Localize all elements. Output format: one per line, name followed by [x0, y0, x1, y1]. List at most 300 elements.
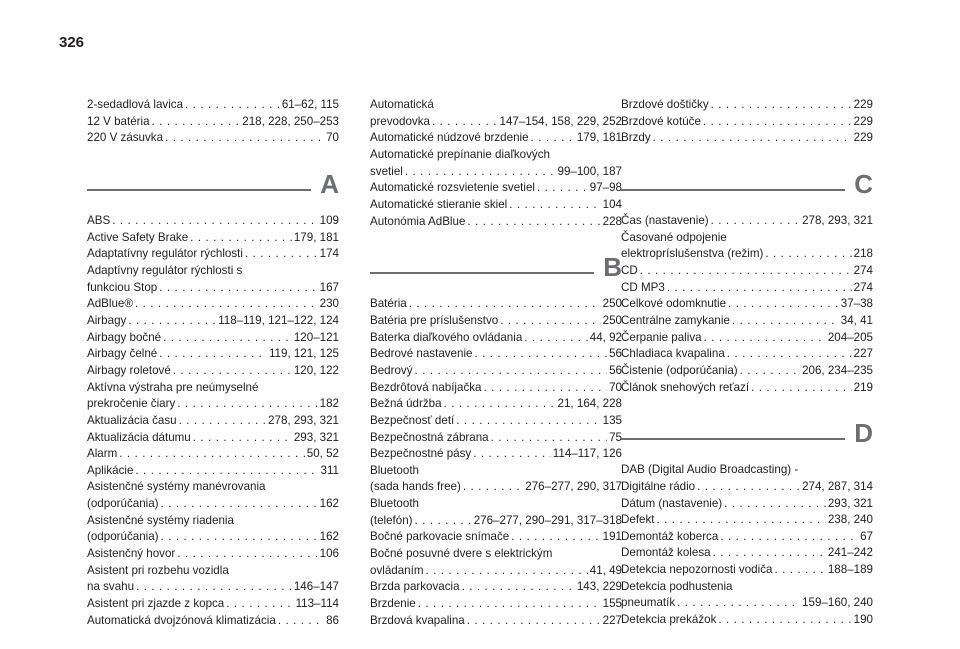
- dot-leader: [474, 346, 607, 363]
- entry-last-line: [621, 330, 873, 347]
- entry-last-line: [370, 164, 622, 181]
- entry-last-line: [370, 197, 622, 214]
- index-entry: [87, 413, 339, 430]
- entry-pages: 119, 121, 125: [268, 347, 339, 361]
- entry-last-line: [87, 613, 339, 630]
- entry-last-line: [87, 246, 339, 263]
- entry-pages: 241–242: [827, 546, 873, 560]
- index-entry: [370, 147, 622, 180]
- index-entry: [621, 114, 873, 131]
- entry-pages: 230: [319, 297, 339, 311]
- dot-leader: [278, 613, 324, 630]
- entry-last-line: [87, 114, 339, 131]
- dot-leader: [112, 213, 317, 230]
- dot-leader: [751, 380, 852, 397]
- entry-term: Active Safety Brake: [87, 230, 189, 244]
- entry-last-line: [621, 346, 873, 363]
- entry-term: 12 V batéria: [87, 114, 150, 128]
- entry-last-line: [621, 545, 873, 562]
- entry-last-line: [87, 546, 339, 563]
- entry-term: ABS: [87, 213, 111, 227]
- index-entry: [370, 496, 622, 529]
- dot-leader: [467, 214, 600, 231]
- index-entry: [621, 529, 873, 546]
- entry-pages: 120, 122: [293, 363, 339, 377]
- dot-leader: [444, 396, 556, 413]
- entry-last-line: [87, 396, 339, 413]
- dot-leader: [724, 496, 826, 513]
- entry-last-line: [370, 479, 622, 496]
- index-entry: [370, 97, 622, 130]
- dot-leader: [511, 529, 600, 546]
- entry-pages: 75: [609, 430, 622, 444]
- dot-leader: [467, 613, 601, 630]
- index-entry: [621, 545, 873, 562]
- entry-pages: 204–205: [827, 330, 873, 344]
- entry-term: Batéria: [370, 297, 407, 311]
- entry-term: Bezdrôtová nabíjačka: [370, 380, 482, 394]
- entry-pages: 218: [853, 247, 873, 261]
- entry-term-line: Adaptívny regulátor rýchlosti s: [87, 263, 243, 277]
- dot-leader: [484, 380, 608, 397]
- dot-leader: [653, 130, 852, 147]
- index-entry: [87, 296, 339, 313]
- entry-pages: 50, 52: [306, 447, 339, 461]
- entry-term: (sada hands free): [370, 480, 461, 494]
- section-letter: D: [854, 418, 873, 449]
- entry-term: (telefón): [370, 513, 413, 527]
- entry-term: prevodovka: [370, 114, 430, 128]
- entry-term: CD: [621, 263, 638, 277]
- entry-term: 2-sedadlová lavica: [87, 98, 184, 111]
- dot-leader: [226, 596, 293, 613]
- dot-leader: [163, 330, 292, 347]
- entry-last-line: [87, 413, 339, 430]
- dot-leader: [463, 479, 523, 496]
- entry-last-line: [87, 363, 339, 380]
- dot-leader: [426, 563, 588, 580]
- entry-last-line: [370, 130, 622, 147]
- index-entry: [87, 213, 339, 230]
- entry-last-line: [370, 579, 622, 596]
- section-letter: C: [854, 168, 873, 199]
- entry-last-line: [621, 380, 873, 397]
- entry-term: Baterka diaľkového ovládania: [370, 330, 523, 344]
- entry-term: Airbagy bočné: [87, 330, 162, 344]
- entry-pages: 86: [326, 613, 339, 627]
- entry-term-line: Asistent pri rozbehu vozidla: [87, 563, 229, 577]
- entry-term: Brzda parkovacia: [370, 580, 460, 594]
- entry-term-line: DAB (Digital Audio Broadcasting) -: [621, 463, 799, 477]
- entry-pages: 99–100, 187: [557, 164, 622, 178]
- entry-pages: 190: [853, 613, 873, 627]
- entry-term: Bedrové nastavenie: [370, 347, 473, 361]
- entry-last-line: [370, 430, 622, 447]
- entry-last-line: [621, 595, 873, 612]
- entry-pages: 70: [326, 131, 339, 145]
- entry-last-line: [87, 130, 339, 147]
- entry-pages: 113–114: [295, 597, 339, 611]
- entry-term: svetiel: [370, 164, 403, 178]
- index-entry: [87, 346, 339, 363]
- entry-pages: 191: [602, 530, 622, 544]
- page-number: 326: [59, 34, 85, 51]
- entry-term: Automatické rozsvietenie svetiel: [370, 181, 535, 195]
- entry-term: Asistent pri zjazde z kopca: [87, 597, 225, 611]
- entry-term: Centrálne zamykanie: [621, 313, 730, 327]
- index-entry: [370, 579, 622, 596]
- entry-last-line: [370, 596, 622, 613]
- dot-leader: [711, 97, 852, 114]
- entry-last-line: [370, 296, 622, 313]
- index-entry: [621, 579, 873, 612]
- entry-term: Detekcia nepozornosti vodiča: [621, 563, 773, 577]
- entry-term-line: Asistenčné systémy riadenia: [87, 513, 234, 527]
- entry-last-line: [370, 413, 622, 430]
- entry-pages: 250: [602, 313, 622, 327]
- entry-term: Batéria pre príslušenstvo: [370, 313, 499, 327]
- index-entry: [370, 446, 622, 463]
- entry-term: pneumatík: [621, 596, 676, 610]
- dot-leader: [677, 595, 800, 612]
- entry-term: Brzdové kotúče: [621, 114, 701, 128]
- dot-leader: [732, 313, 839, 330]
- dot-leader: [509, 197, 600, 214]
- entry-last-line: [370, 513, 622, 530]
- section-divider: [621, 189, 845, 191]
- dot-leader: [415, 513, 472, 530]
- entry-pages: 106: [319, 547, 339, 561]
- index-entry: [87, 363, 339, 380]
- dot-leader: [713, 545, 826, 562]
- index-entry: [370, 330, 622, 347]
- dot-leader: [415, 363, 608, 380]
- entry-pages: 97–98: [589, 181, 622, 195]
- entry-last-line: [87, 313, 339, 330]
- entry-pages: 179, 181: [576, 131, 622, 145]
- entry-term: Dátum (nastavenie): [621, 496, 723, 510]
- index-entry: [87, 330, 339, 347]
- dot-leader: [128, 313, 216, 330]
- entry-term: Airbagy: [87, 313, 127, 327]
- entry-term: Airbagy roletové: [87, 363, 171, 377]
- entry-term: Bočné parkovacie snímače: [370, 530, 510, 544]
- entry-term: Aplikácie: [87, 463, 134, 477]
- index-entry: [370, 180, 622, 197]
- entry-last-line: [621, 562, 873, 579]
- entry-term: Adaptatívny regulátor rýchlosti: [87, 247, 243, 261]
- entry-last-line: [621, 496, 873, 513]
- entry-pages: 293, 321: [827, 496, 873, 510]
- index-entry: [621, 263, 873, 280]
- entry-last-line: [87, 579, 339, 596]
- entry-pages: 188–189: [827, 563, 873, 577]
- entry-pages: 227: [853, 347, 873, 361]
- entry-last-line: [621, 512, 873, 529]
- entry-term: Autonómia AdBlue: [370, 214, 466, 228]
- index-entry: [621, 496, 873, 513]
- index-column: [621, 97, 873, 629]
- entry-pages: 278, 293, 321: [268, 413, 339, 427]
- entry-term: Automatické núdzové brzdenie: [370, 131, 529, 145]
- index-entry: [621, 97, 873, 114]
- entry-pages: 274: [853, 263, 873, 277]
- index-entry: [87, 97, 339, 114]
- entry-pages: 276–277, 290–291, 317–318: [473, 513, 622, 527]
- section-letter: A: [320, 168, 339, 199]
- dot-leader: [159, 280, 317, 297]
- entry-term: Defekt: [621, 513, 655, 527]
- entry-pages: 70: [609, 380, 622, 394]
- entry-pages: 311: [320, 463, 339, 477]
- entry-pages: 135: [602, 413, 622, 427]
- entry-term: Brzdenie: [370, 597, 416, 611]
- index-entry: [370, 596, 622, 613]
- entry-pages: 274: [853, 280, 873, 294]
- index-entry: [370, 546, 622, 579]
- entry-term: ovládaním: [370, 563, 424, 577]
- dot-leader: [418, 596, 601, 613]
- dot-leader: [159, 346, 267, 363]
- entry-term: 220 V zásuvka: [87, 131, 164, 145]
- entry-term: Demontáž kolesa: [621, 546, 711, 560]
- entry-pages: 56: [609, 363, 622, 377]
- index-entry: [370, 197, 622, 214]
- entry-term: Čistenie (odporúčania): [621, 363, 738, 377]
- entry-term-line: Bluetooth: [370, 497, 419, 511]
- dot-leader: [765, 246, 851, 263]
- index-entry: [621, 130, 873, 147]
- index-entry: [370, 380, 622, 397]
- index-entry: [87, 546, 339, 563]
- entry-last-line: [370, 180, 622, 197]
- entry-pages: 174: [319, 247, 339, 261]
- dot-leader: [774, 562, 825, 579]
- dot-leader: [193, 430, 292, 447]
- dot-leader: [531, 130, 575, 147]
- entry-term: Celkové odomknutie: [621, 297, 727, 311]
- entry-term: Aktualizácia dátumu: [87, 430, 191, 444]
- index-entry: [621, 313, 873, 330]
- dot-leader: [409, 296, 601, 313]
- index-entry: [370, 363, 622, 380]
- entry-pages: 118–119, 121–122, 124: [218, 313, 339, 327]
- entry-pages: 147–154, 158, 229, 252: [499, 114, 622, 128]
- index-entry: [370, 463, 622, 496]
- index-entry: [370, 346, 622, 363]
- dot-leader: [136, 579, 292, 596]
- section-divider: [621, 438, 845, 440]
- entry-pages: 228: [602, 214, 622, 228]
- entry-term: funkciou Stop: [87, 280, 158, 294]
- dot-leader: [152, 114, 241, 131]
- entry-term: Čas (nastavenie): [621, 213, 709, 227]
- entry-pages: 167: [319, 280, 339, 294]
- dot-leader: [500, 313, 600, 330]
- entry-pages: 218, 228, 250–253: [242, 114, 339, 128]
- entry-pages: 41, 49: [589, 563, 622, 577]
- entry-term-line: Detekcia podhustenia: [621, 579, 733, 593]
- entry-last-line: [87, 463, 339, 480]
- entry-term: Bežná údržba: [370, 397, 442, 411]
- entry-term: Airbagy čelné: [87, 347, 158, 361]
- index-entry: [87, 263, 339, 296]
- dot-leader: [640, 263, 852, 280]
- dot-leader: [161, 529, 318, 546]
- entry-last-line: [621, 363, 873, 380]
- entry-pages: 21, 164, 228: [557, 397, 622, 411]
- entry-term-line: Asistenčné systémy manévrovania: [87, 480, 266, 494]
- entry-term: na svahu: [87, 580, 135, 594]
- entry-term: CD MP3: [621, 280, 665, 294]
- dot-leader: [185, 97, 280, 114]
- section-header: [621, 167, 873, 201]
- entry-pages: 159–160, 240: [802, 596, 873, 610]
- entry-last-line: [87, 213, 339, 230]
- entry-last-line: [621, 114, 873, 131]
- dot-leader: [667, 280, 852, 297]
- entry-pages: 61–62, 115: [281, 98, 339, 111]
- dot-leader: [177, 546, 317, 563]
- entry-last-line: [370, 446, 622, 463]
- entry-term: Demontáž koberca: [621, 529, 719, 543]
- entry-pages: 56: [609, 347, 622, 361]
- index-entry: [87, 230, 339, 247]
- entry-pages: 229: [853, 114, 873, 128]
- index-entry: [621, 213, 873, 230]
- dot-leader: [704, 330, 826, 347]
- entry-term: Brzdové doštičky: [621, 98, 709, 111]
- entry-term: Automatické stieranie skiel: [370, 197, 508, 211]
- entry-term: Bezpečnostná zábrana: [370, 430, 489, 444]
- entry-pages: 109: [319, 213, 339, 227]
- entry-term: Bezpečnostné pásy: [370, 447, 472, 461]
- entry-pages: 227: [602, 613, 622, 627]
- index-entry: [87, 313, 339, 330]
- entry-last-line: [87, 346, 339, 363]
- dot-leader: [177, 396, 317, 413]
- dot-leader: [491, 430, 607, 447]
- section-header: [87, 167, 339, 201]
- entry-last-line: [87, 446, 339, 463]
- entry-last-line: [621, 280, 873, 297]
- entry-last-line: [370, 313, 622, 330]
- index-entry: [87, 246, 339, 263]
- index-entry: [621, 462, 873, 495]
- index-entry: [87, 513, 339, 546]
- dot-leader: [245, 246, 318, 263]
- entry-last-line: [87, 97, 339, 114]
- entry-last-line: [621, 296, 873, 313]
- entry-term: prekročenie čiary: [87, 397, 176, 411]
- dot-leader: [405, 164, 556, 181]
- entry-pages: 293, 321: [293, 430, 339, 444]
- entry-last-line: [621, 612, 873, 629]
- dot-leader: [135, 296, 318, 313]
- dot-leader: [703, 114, 852, 131]
- dot-leader: [432, 114, 498, 131]
- entry-last-line: [370, 396, 622, 413]
- index-entry: [621, 280, 873, 297]
- entry-term: (odporúčania): [87, 530, 159, 544]
- dot-leader: [711, 213, 800, 230]
- entry-pages: 179, 181: [293, 230, 339, 244]
- index-entry: [87, 563, 339, 596]
- dot-leader: [179, 413, 267, 430]
- entry-term: Asistenčný hovor: [87, 547, 176, 561]
- index-entry: [370, 214, 622, 231]
- section-header: [621, 416, 873, 450]
- index-entry: [621, 230, 873, 263]
- index-entry: [370, 529, 622, 546]
- entry-term-line: Bluetooth: [370, 463, 419, 477]
- entry-last-line: [621, 246, 873, 263]
- entry-last-line: [621, 529, 873, 546]
- entry-last-line: [87, 330, 339, 347]
- entry-term: elektropríslušenstva (režim): [621, 247, 764, 261]
- index-column: [370, 97, 622, 629]
- entry-term: Brzdová kvapalina: [370, 613, 465, 627]
- entry-pages: 146–147: [293, 580, 339, 594]
- index-entry: [370, 613, 622, 630]
- entry-term: Bedrový: [370, 363, 413, 377]
- entry-term-line: Automatické prepínanie diaľkových: [370, 147, 550, 161]
- dot-leader: [190, 230, 292, 247]
- dot-leader: [720, 529, 858, 546]
- dot-leader: [728, 296, 839, 313]
- entry-pages: 278, 293, 321: [802, 213, 873, 227]
- entry-last-line: [87, 529, 339, 546]
- index-entry: [87, 613, 339, 630]
- dot-leader: [462, 579, 575, 596]
- entry-term: Alarm: [87, 447, 118, 461]
- entry-last-line: [621, 479, 873, 496]
- entry-pages: 162: [319, 497, 339, 511]
- section-header: [370, 250, 622, 284]
- entry-term-line: Aktívna výstraha pre neúmyselné: [87, 380, 259, 394]
- index-entry: [87, 479, 339, 512]
- entry-last-line: [621, 97, 873, 114]
- index-entry: [87, 380, 339, 413]
- index-entry: [370, 130, 622, 147]
- index-entry: [621, 296, 873, 313]
- section-divider: [370, 272, 594, 274]
- entry-pages: 67: [860, 529, 873, 543]
- entry-term-line: Automatická: [370, 98, 434, 111]
- entry-last-line: [370, 563, 622, 580]
- entry-pages: 182: [319, 397, 339, 411]
- entry-last-line: [621, 263, 873, 280]
- entry-term: Bezpečnosť detí: [370, 413, 455, 427]
- entry-last-line: [370, 529, 622, 546]
- index-entry: [621, 380, 873, 397]
- entry-pages: 114–117, 126: [552, 447, 622, 461]
- index-entry: [87, 463, 339, 480]
- dot-leader: [135, 463, 318, 480]
- dot-leader: [165, 130, 324, 147]
- dot-leader: [173, 363, 292, 380]
- dot-leader: [740, 363, 800, 380]
- entry-last-line: [87, 296, 339, 313]
- index-entry: [87, 430, 339, 447]
- index-entry: [370, 296, 622, 313]
- entry-pages: 104: [602, 197, 622, 211]
- entry-term: (odporúčania): [87, 497, 159, 511]
- index-entry: [621, 363, 873, 380]
- index-entry: [370, 313, 622, 330]
- index-entry: [621, 612, 873, 629]
- index-entry: [87, 114, 339, 131]
